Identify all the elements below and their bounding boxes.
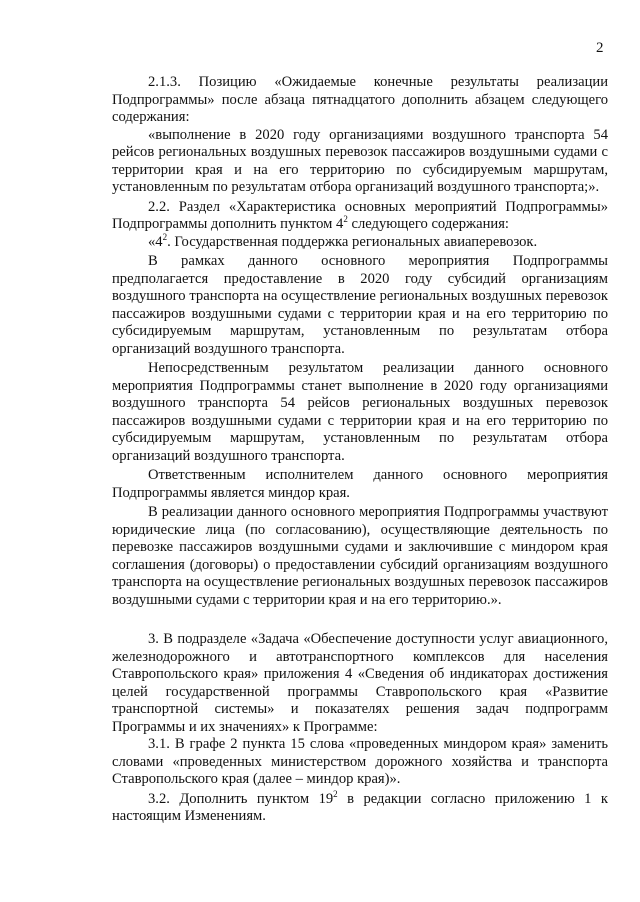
document-body xyxy=(112,74,608,826)
paragraph-2-1-3: 2.1.3. Позицию «Ожидаемые конечные результаты реализации Подпрограммы» после абзаца пятнадцатого дополнить абзацем следующего содержания: xyxy=(112,74,608,125)
page-number: 2 xyxy=(596,40,604,56)
paragraph-3-2: 3.2. Дополнить пунктом $19^2$ в редакции согласно приложению 1 к настоящим Изменениям. xyxy=(112,788,608,824)
paragraph-subsidies: В рамках данного основного мероприятия Подпрограммы предполагается предоставление в 2020 году субсидий организациям воздушного транспорта на осуществление региональных воздушных перевозок пассажиров воздушными судами с территории края и на его территорию по субсидируемым маршрутам, установленным по результатам отбора организаций воздушного транспорта. xyxy=(112,253,608,357)
paragraph-quote-flights: «выполнение в 2020 году организациями воздушного транспорта 54 рейсов региональных воздушных перевозок пассажиров воздушными судами с территории края и на его территорию по субсидируемым маршрутам, установленным по результатам отбора организаций воздушного транспорта;». xyxy=(112,126,608,195)
paragraph-participants: В реализации данного основного мероприятия Подпрограммы участвуют юридические лица (по согласованию), осуществляющие деятельность по перевозке пассажиров воздушными судами и заключившие с миндором края соглашения (договоры) о предоставлении субсидий организациям воздушного транспорта на осуществление региональных воздушных перевозок пассажиров воздушными судами с территории края и на его территорию.». xyxy=(112,504,608,608)
paragraph-2-2: 2.2. Раздел «Характеристика основных мероприятий Подпрограммы» Подпрограммы дополнить пунктом $4^2$ следующего содержания: xyxy=(112,198,608,232)
superscript-2: 2 xyxy=(333,788,338,799)
superscript-2: 2 xyxy=(343,214,348,224)
paragraph-direct-result: Непосредственным результатом реализации данного основного мероприятия Подпрограммы станет выполнение в 2020 году организациями воздушного транспорта 54 рейсов региональных воздушных перевозок пассажиров воздушными судами с территории края и на его территорию по субсидируемым маршрутам, установленным по результатам отбора организаций воздушного транспорта. xyxy=(112,360,608,464)
superscript-2: 2 xyxy=(162,231,168,242)
paragraph-responsible: Ответственным исполнителем данного основного мероприятия Подпрограммы является миндор края. xyxy=(112,467,608,501)
paragraph-3-1: 3.1. В графе 2 пункта 15 слова «проведенных миндором края» заменить словами «проведенных министерством дорожного хозяйства и транспорта Ставропольского края (далее – миндор края)». xyxy=(112,736,608,787)
paragraph-3: 3. В подразделе «Задача «Обеспечение доступности услуг авиационного, железнодорожного и автотранспортного комплексов для населения Ставропольского края» приложения 4 «Сведения об индикаторах достижения целей государственной программы Ставропольского края «Развитие транспортной системы» и показателях решения задач подпрограмм Программы и их значениях» к Программе: xyxy=(112,631,608,735)
paragraph-item-4-2: «$4^2$. Государственная поддержка региональных авиаперевозок. xyxy=(148,231,538,250)
